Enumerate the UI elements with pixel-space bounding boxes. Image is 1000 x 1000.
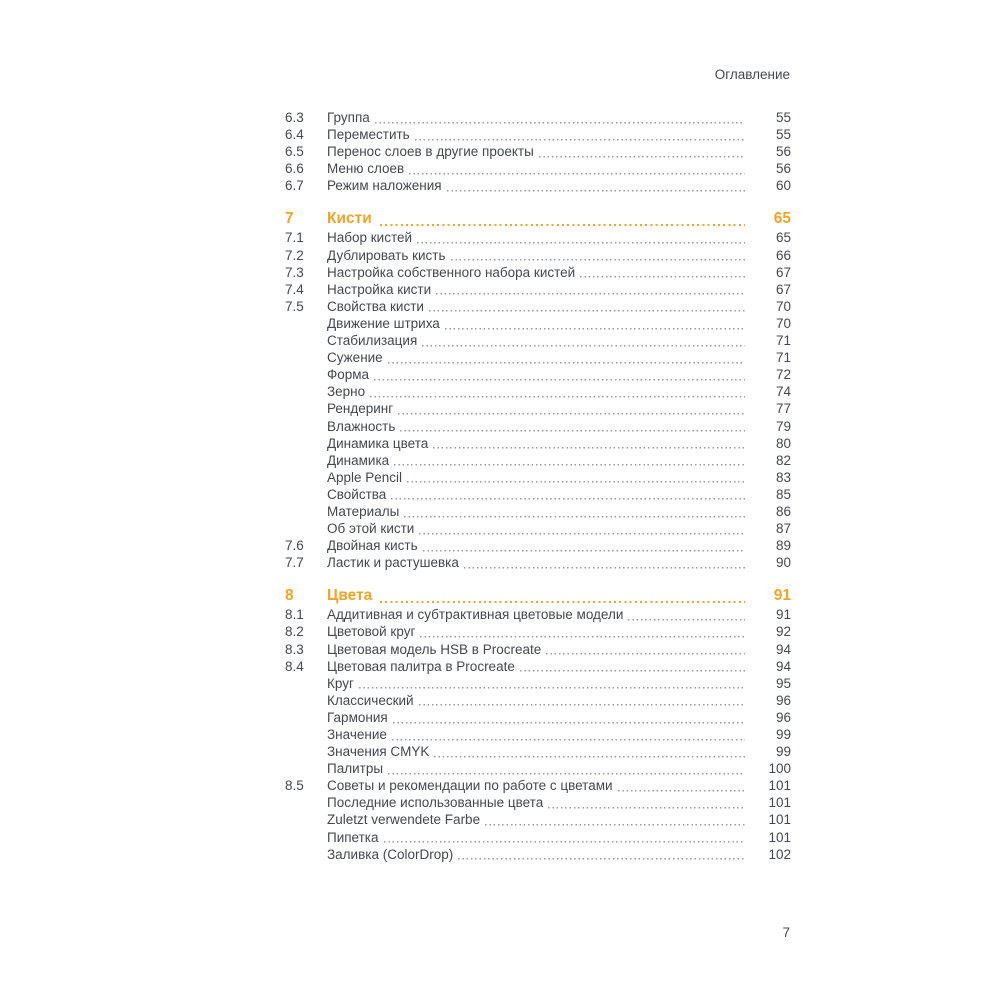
toc-entry-page: 96 [775,709,791,725]
toc-entry-title: Значения CMYK [327,744,430,760]
toc-entry [285,316,791,333]
toc-entry-title: Пипетка [327,829,379,845]
dot-leader [420,624,745,641]
toc-entry [285,830,791,847]
dot-leader [433,436,745,453]
dot-leader [546,642,745,659]
toc-entry-title: Круг [327,675,354,691]
toc-entry-title: Цветовая модель HSB в Procreate [327,641,542,657]
toc-entry-title: Цвета [327,587,373,605]
dot-leader [388,350,745,367]
toc-entry-page: 100 [768,761,791,777]
toc-entry [285,642,791,659]
toc-entry-page: 55 [775,110,791,125]
toc-entry [285,367,791,384]
dot-leader [451,248,745,265]
toc-entry-number: 7.1 [285,230,304,246]
toc-entry-number: 6.7 [285,178,304,194]
page-number: 7 [782,925,790,940]
toc-entry [285,265,791,282]
toc-entry-page: 101 [768,812,791,828]
toc-entry [285,144,791,161]
toc-entry-page: 77 [775,401,791,417]
toc-entry-title: Двойная кисть [327,538,418,554]
toc-entry-number: 8.3 [285,641,304,657]
toc-entry-title: Настройка кисти [327,281,432,297]
toc-entry [285,607,791,624]
toc-entry-title: Заливка (ColorDrop) [327,846,454,862]
toc-entry [285,812,791,829]
toc-entry-number: 7.3 [285,264,304,280]
toc-entry [285,210,791,230]
toc-entry [285,659,791,676]
toc-entry-title: Форма [327,367,370,383]
toc-entry-page: 101 [768,829,791,845]
toc-entry [285,453,791,470]
toc-entry-page: 99 [775,744,791,760]
toc-entry [285,487,791,504]
toc-entry-number: 7.7 [285,555,304,571]
toc-entry-title: Zuletzt verwendete Farbe [327,812,481,828]
toc-entry-page: 87 [775,521,791,537]
dot-leader [423,538,745,555]
toc-entry-page: 92 [775,624,791,640]
dot-leader [415,127,745,144]
toc-entry-title: Зерно [327,384,366,400]
dot-leader [422,333,745,350]
toc-entry-title: Настройка собственного набора кистей [327,264,576,280]
dot-leader [380,210,745,230]
toc-entry-page: 102 [768,846,791,862]
toc-entry-title: Свойства кисти [327,298,424,314]
dot-leader [417,230,745,247]
toc-entry [285,504,791,521]
toc-entry-title: Дублировать кисть [327,247,446,263]
toc-entry [285,555,791,572]
dot-leader [520,659,745,676]
toc-entry [285,744,791,761]
toc-entry [285,676,791,693]
toc-entry-number: 8 [285,587,294,605]
toc-entry [285,230,791,247]
dot-leader [458,847,745,864]
dot-leader [400,419,745,436]
toc-entry-page: 55 [775,127,791,143]
dot-leader [374,367,745,384]
dot-leader [388,761,745,778]
toc-entry [285,587,791,607]
toc-entry-title: Группа [327,110,370,125]
toc-entry-number: 6.3 [285,110,304,125]
toc-entry [285,419,791,436]
toc-entry-title: Меню слоев [327,161,405,177]
dot-leader [539,144,745,161]
dot-leader [398,401,745,418]
toc-entry-page: 67 [775,264,791,280]
toc-entry-title: Apple Pencil [327,469,403,485]
toc-entry [285,350,791,367]
dot-leader [404,504,745,521]
dot-leader [375,110,745,127]
dot-leader [434,744,745,761]
dot-leader [380,587,745,607]
toc-entry-page: 66 [775,247,791,263]
toc-entry-page: 101 [768,778,791,794]
toc-entry-number: 6.4 [285,127,304,143]
dot-leader [419,521,745,538]
toc-entry [285,333,791,350]
toc-entry-page: 70 [775,315,791,331]
toc-entry-number: 8.4 [285,658,304,674]
toc-entry [285,384,791,401]
dot-leader [407,470,745,487]
dot-leader [394,453,745,470]
toc-entry-page: 56 [775,144,791,160]
toc-entry-number: 8.2 [285,624,304,640]
toc-entry [285,248,791,265]
dot-leader [445,316,745,333]
toc-entry-title: Ластик и растушевка [327,555,459,571]
toc-entry [285,538,791,555]
dot-leader [419,693,745,710]
toc-entry-page: 86 [775,503,791,519]
toc-entry [285,161,791,178]
toc-entry-title: Советы и рекомендации по работе с цветами [327,778,613,794]
toc-entry [285,401,791,418]
toc-entry-page: 65 [775,230,791,246]
toc-entry-title: Значение [327,727,387,742]
dot-leader [359,676,745,693]
toc-entry-page: 71 [775,333,791,349]
toc-list [285,110,791,864]
toc-entry-title: Материалы [327,503,400,519]
toc-entry-title: Влажность [327,418,396,434]
toc-entry [285,624,791,641]
toc-entry-page: 67 [775,281,791,297]
toc-entry [285,727,791,744]
toc-entry-page: 85 [775,486,791,502]
toc-entry [285,178,791,195]
toc-entry [285,778,791,795]
dot-leader [391,487,745,504]
dot-leader [447,178,745,195]
toc-entry-title: Свойства [327,486,387,502]
dot-leader [384,830,745,847]
toc-entry-page: 65 [773,210,791,228]
dot-leader [393,710,745,727]
toc-entry [285,110,791,127]
toc-entry-page: 91 [775,607,791,623]
toc-entry-number: 8.5 [285,778,304,794]
toc-entry-page: 70 [775,298,791,314]
toc-entry-number: 6.6 [285,161,304,177]
toc-entry-number: 6.5 [285,144,304,160]
dot-leader [409,161,745,178]
toc-entry-title: Аддитивная и субтрактивная цветовые модели [327,607,624,623]
toc-entry-title: Движение штриха [327,315,440,331]
toc-entry [285,299,791,316]
toc-entry-title: Палитры [327,761,384,777]
toc-entry [285,693,791,710]
toc-entry-page: 83 [775,469,791,485]
toc-entry-title: Набор кистей [327,230,413,246]
toc-entry-title: Перенос слоев в другие проекты [327,144,534,160]
dot-leader [464,555,745,572]
toc-entry-title: Гармония [327,709,388,725]
toc-entry-page: 72 [775,367,791,383]
running-header: Оглавление [714,67,790,82]
toc-entry [285,761,791,778]
toc-entry-title: Рендеринг [327,401,394,417]
toc-entry-page: 96 [775,692,791,708]
toc-entry [285,521,791,538]
toc-entry-title: Стабилизация [327,333,418,349]
toc-entry-page: 56 [775,161,791,177]
toc-entry-title: Переместить [327,127,410,143]
toc-entry-title: Последние использованные цвета [327,795,544,811]
toc-entry [285,470,791,487]
toc-entry-page: 94 [775,658,791,674]
toc-entry-number: 7.2 [285,247,304,263]
toc-entry-page: 79 [775,418,791,434]
toc-entry-page: 99 [775,727,791,742]
toc-entry-title: Сужение [327,350,383,366]
toc-entry-page: 71 [775,350,791,366]
toc-entry-page: 101 [768,795,791,811]
toc-entry [285,710,791,727]
toc-entry [285,847,791,864]
dot-leader [436,282,745,299]
toc-entry-number: 8.1 [285,607,304,623]
dot-leader [618,778,745,795]
toc-entry-page: 89 [775,538,791,554]
toc-entry-title: Кисти [327,210,372,228]
toc-entry [285,282,791,299]
toc-entry-page: 94 [775,641,791,657]
toc-entry-page: 60 [775,178,791,194]
toc-entry-title: Классический [327,692,414,708]
toc-entry-title: Динамика цвета [327,435,429,451]
toc-entry-page: 82 [775,452,791,468]
toc-entry-page: 91 [773,587,791,605]
toc-entry [285,795,791,812]
toc-entry [285,436,791,453]
dot-leader [392,727,745,744]
toc-entry-page: 80 [775,435,791,451]
toc-entry [285,127,791,144]
toc-entry-title: Цветовая палитра в Procreate [327,658,515,674]
dot-leader [580,265,745,282]
toc-entry-page: 74 [775,384,791,400]
dot-leader [485,812,745,829]
toc-entry-number: 7 [285,210,294,228]
toc-entry-number: 7.4 [285,281,304,297]
toc-entry-title: Об этой кисти [327,521,415,537]
toc-entry-title: Режим наложения [327,178,442,194]
toc-entry-title: Динамика [327,452,390,468]
toc-entry-title: Цветовой круг [327,624,416,640]
dot-leader [429,299,745,316]
toc-entry-page: 90 [775,555,791,571]
dot-leader [548,795,745,812]
toc-entry-page: 95 [775,675,791,691]
toc-entry-number: 7.5 [285,298,304,314]
toc-entry-number: 7.6 [285,538,304,554]
dot-leader [370,384,745,401]
dot-leader [628,607,745,624]
